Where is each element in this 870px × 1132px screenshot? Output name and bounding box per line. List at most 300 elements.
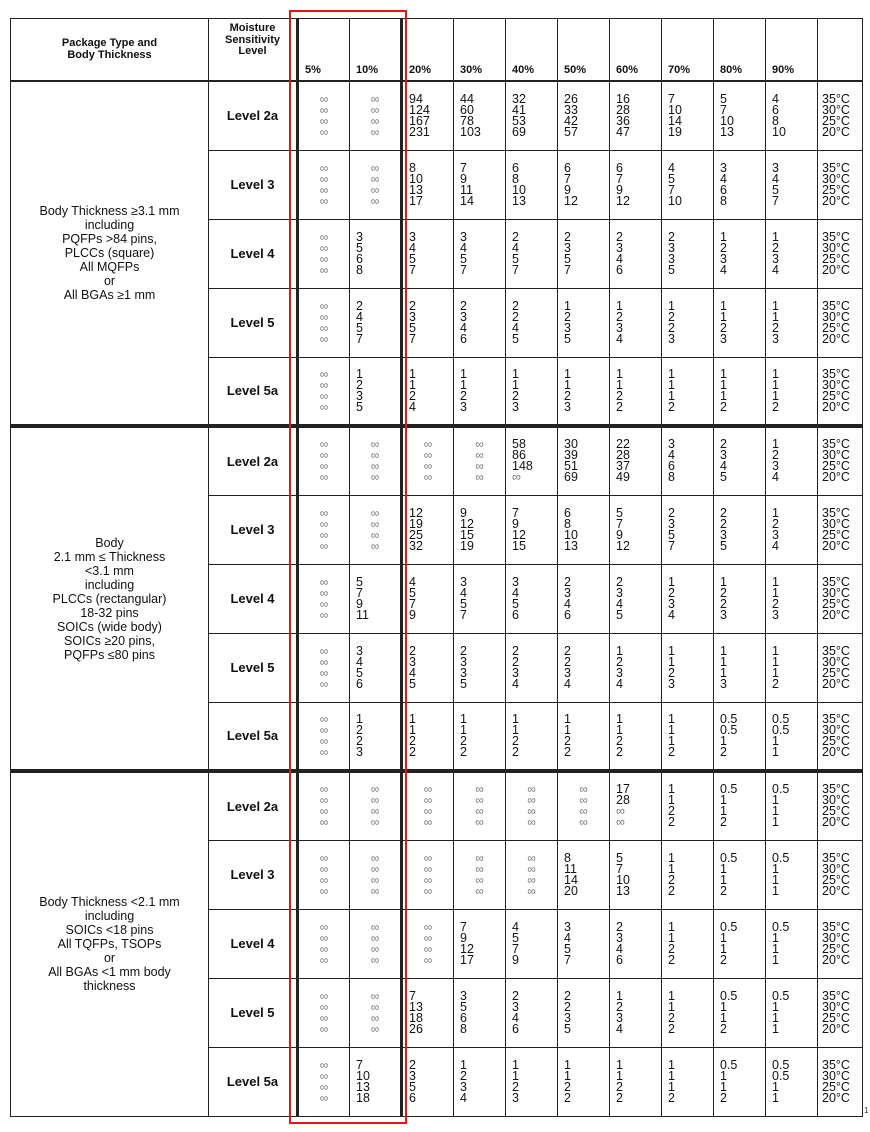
floor-life-value: 3: [720, 527, 727, 542]
floor-life-value: 4: [616, 1021, 623, 1036]
floor-life-cell: [298, 150, 350, 219]
infinity-value: ∞: [370, 527, 380, 542]
infinity-value: ∞: [423, 815, 433, 830]
floor-life-value: 7: [668, 182, 675, 197]
floor-life-cell: [558, 357, 610, 426]
msl-level-cell: Level 3: [209, 495, 298, 564]
floor-life-value: 1: [668, 1068, 675, 1083]
temperature-value: 35°C: [822, 298, 850, 313]
floor-life-value: 1: [720, 309, 727, 324]
floor-life-cell: [298, 426, 350, 495]
floor-life-cell: [714, 219, 766, 288]
floor-life-value: 3: [668, 240, 675, 255]
floor-life-value: 2: [772, 399, 779, 414]
floor-life-value: 4: [772, 538, 779, 553]
package-group: [11, 426, 863, 771]
floor-life-value: 9: [409, 607, 416, 622]
floor-life-value: 3: [720, 160, 727, 175]
floor-life-value: 1: [564, 377, 571, 392]
floor-life-value: 5: [720, 91, 727, 106]
floor-life-value: 7: [564, 262, 571, 277]
floor-life-cell: [506, 357, 558, 426]
infinity-value: ∞: [370, 1021, 380, 1036]
floor-life-cell: [662, 1047, 714, 1116]
floor-life-value: 4: [772, 262, 779, 277]
temperature-cell: [818, 978, 863, 1047]
floor-life-value: 1: [668, 654, 675, 669]
infinity-value: ∞: [319, 676, 329, 691]
floor-life-value: 1: [772, 930, 779, 945]
floor-life-value: 7: [460, 262, 467, 277]
floor-life-value: 2: [720, 320, 727, 335]
floor-life-value: 7: [409, 988, 416, 1003]
infinity-value: ∞: [319, 1068, 329, 1083]
floor-life-value: 7: [356, 585, 363, 600]
temperature-value: 35°C: [822, 437, 850, 452]
floor-life-value: 18: [409, 1010, 423, 1025]
floor-life-cell: [714, 564, 766, 633]
infinity-value: ∞: [319, 1010, 329, 1025]
floor-life-cell: [298, 771, 350, 840]
floor-life-cell: [298, 1047, 350, 1116]
floor-life-value: 28: [616, 102, 630, 117]
floor-life-value: 3: [668, 516, 675, 531]
floor-life-value: 9: [512, 516, 519, 531]
floor-life-cell: [298, 840, 350, 909]
floor-life-value: 1: [564, 366, 571, 381]
floor-life-value: 1: [720, 793, 727, 808]
temperature-cell: [818, 1047, 863, 1116]
infinity-value: ∞: [319, 804, 329, 819]
floor-life-value: 3: [460, 309, 467, 324]
infinity-value: ∞: [370, 113, 380, 128]
infinity-value: ∞: [319, 861, 329, 876]
temperature-value: 25°C: [822, 182, 850, 197]
floor-life-value: 1: [512, 1068, 519, 1083]
package-type-cell: [11, 81, 209, 426]
infinity-value: ∞: [579, 804, 588, 819]
temperature-value: 25°C: [822, 320, 850, 335]
infinity-value: ∞: [423, 459, 433, 474]
humidity-header-20: 20%: [402, 19, 454, 82]
floor-life-cell: [714, 909, 766, 978]
floor-life-value: 2: [616, 1079, 623, 1094]
temperature-cell: [818, 357, 863, 426]
floor-life-value: 3: [720, 607, 727, 622]
floor-life-value: 2: [409, 733, 416, 748]
floor-life-cell: [610, 288, 662, 357]
floor-life-value: 5: [409, 251, 416, 266]
floor-life-cell: [766, 357, 818, 426]
floor-life-value: 1: [668, 366, 675, 381]
infinity-value: ∞: [370, 919, 380, 934]
page-mark: 1: [864, 1106, 869, 1115]
infinity-value: ∞: [319, 171, 329, 186]
floor-life-value: 2: [564, 643, 571, 658]
floor-life-value: 6: [668, 459, 675, 474]
infinity-value: ∞: [475, 470, 484, 485]
floor-life-value: 2: [720, 240, 727, 255]
infinity-value: ∞: [527, 815, 536, 830]
package-description-line: or: [103, 951, 116, 966]
infinity-value: ∞: [319, 459, 329, 474]
floor-life-value: 2: [512, 229, 519, 244]
floor-life-cell: [766, 702, 818, 771]
package-type-cell: [11, 771, 209, 1116]
floor-life-value: 1: [772, 366, 779, 381]
floor-life-value: 2: [512, 643, 519, 658]
floor-life-value: 5: [356, 320, 363, 335]
temperature-value: 30°C: [822, 654, 850, 669]
floor-life-value: 3: [512, 574, 519, 589]
floor-life-value: 2: [460, 1068, 467, 1083]
floor-life-cell: [714, 771, 766, 840]
floor-life-value: 2: [772, 320, 779, 335]
floor-life-cell: [454, 219, 506, 288]
infinity-value: ∞: [370, 538, 380, 553]
floor-life-value: 3: [460, 229, 467, 244]
temperature-value: 30°C: [822, 861, 850, 876]
floor-life-cell: [610, 219, 662, 288]
temperature-cell: [818, 495, 863, 564]
floor-life-cell: [454, 702, 506, 771]
floor-life-value: 5: [356, 665, 363, 680]
floor-life-value: 7: [564, 171, 571, 186]
floor-life-cell: [454, 357, 506, 426]
floor-life-value: 3: [409, 654, 416, 669]
floor-life-cell: [662, 150, 714, 219]
infinity-value: ∞: [475, 459, 484, 474]
temperature-value: 35°C: [822, 850, 850, 865]
floor-life-value: 2: [616, 309, 623, 324]
floor-life-value: 1: [564, 1068, 571, 1083]
floor-life-value: 5: [409, 585, 416, 600]
floor-life-cell: [402, 1047, 454, 1116]
floor-life-cell: [402, 909, 454, 978]
temperature-value: 35°C: [822, 988, 850, 1003]
infinity-value: ∞: [319, 309, 329, 324]
floor-life-value: 4: [668, 160, 675, 175]
floor-life-value: 1: [772, 1079, 779, 1094]
temperature-value: 30°C: [822, 309, 850, 324]
temperature-value: 20°C: [822, 124, 850, 139]
floor-life-value: 3: [460, 654, 467, 669]
floor-life-cell: [402, 219, 454, 288]
floor-life-value: 1: [668, 722, 675, 737]
infinity-value: ∞: [319, 113, 329, 128]
floor-life-value: 7: [668, 538, 675, 553]
floor-life-value: 0.5: [772, 722, 790, 737]
floor-life-value: 14: [668, 113, 682, 128]
floor-life-value: 103: [460, 124, 481, 139]
floor-life-value: 13: [564, 538, 578, 553]
infinity-value: ∞: [370, 193, 380, 208]
package-group: [11, 771, 863, 1116]
temperature-cell: [818, 288, 863, 357]
floor-life-value: 1: [616, 1068, 623, 1083]
infinity-value: ∞: [370, 804, 380, 819]
infinity-value: ∞: [370, 988, 380, 1003]
floor-life-cell: [402, 564, 454, 633]
infinity-value: ∞: [319, 654, 329, 669]
floor-life-value: 2: [616, 229, 623, 244]
infinity-value: ∞: [319, 988, 329, 1003]
floor-life-cell: [662, 81, 714, 150]
floor-life-value: 4: [460, 320, 467, 335]
floor-life-value: 0.5: [772, 782, 790, 797]
package-description-line: All MQFPs: [79, 260, 140, 274]
floor-life-cell: [402, 426, 454, 495]
floor-life-value: 13: [409, 999, 423, 1014]
temperature-cell: [818, 702, 863, 771]
floor-life-cell: [714, 150, 766, 219]
floor-life-cell: [298, 633, 350, 702]
temperature-header: [818, 19, 863, 82]
floor-life-value: 1: [720, 388, 727, 403]
temperature-value: 30°C: [822, 448, 850, 463]
floor-life-value: 1: [772, 1090, 779, 1105]
floor-life-value: 10: [668, 193, 682, 208]
floor-life-value: 8: [564, 850, 571, 865]
floor-life-value: 7: [720, 102, 727, 117]
infinity-value: ∞: [370, 516, 380, 531]
floor-life-value: 4: [720, 459, 727, 474]
infinity-value: ∞: [319, 538, 329, 553]
msl-level-cell: Level 5a: [209, 702, 298, 771]
floor-life-value: 17: [460, 952, 474, 967]
floor-life-value: 1: [720, 1068, 727, 1083]
floor-life-value: 3: [616, 320, 623, 335]
floor-life-cell: [662, 909, 714, 978]
package-description-line: PLCCs (square): [64, 246, 155, 260]
floor-life-value: 19: [668, 124, 682, 139]
temperature-value: 25°C: [822, 733, 850, 748]
infinity-value: ∞: [370, 952, 380, 967]
floor-life-value: 4: [720, 262, 727, 277]
infinity-value: ∞: [319, 793, 329, 808]
floor-life-value: 2: [668, 665, 675, 680]
floor-life-value: 41: [512, 102, 526, 117]
package-type-header: Package Type and Body Thickness: [11, 19, 209, 82]
floor-life-value: 44: [460, 91, 474, 106]
floor-life-value: 1: [668, 1057, 675, 1072]
floor-life-value: 1: [564, 722, 571, 737]
floor-life-value: 6: [616, 952, 623, 967]
floor-life-value: 4: [772, 470, 779, 485]
floor-life-value: 2: [720, 1021, 727, 1036]
floor-life-value: 1: [772, 574, 779, 589]
floor-life-value: 25: [409, 527, 423, 542]
floor-life-cell: [766, 495, 818, 564]
floor-life-cell: [610, 702, 662, 771]
floor-life-cell: [350, 564, 402, 633]
floor-life-value: 3: [616, 1010, 623, 1025]
infinity-value: ∞: [370, 124, 380, 139]
floor-life-value: 2: [668, 229, 675, 244]
floor-life-cell: [506, 702, 558, 771]
temperature-value: 30°C: [822, 240, 850, 255]
infinity-value: ∞: [319, 320, 329, 335]
infinity-value: ∞: [319, 872, 329, 887]
floor-life-value: 1: [460, 711, 467, 726]
floor-life-value: 1: [460, 1057, 467, 1072]
floor-life-value: 1: [512, 711, 519, 726]
floor-life-value: 1: [409, 722, 416, 737]
infinity-value: ∞: [423, 448, 433, 463]
floor-life-value: 1: [720, 1010, 727, 1025]
floor-life-value: 4: [616, 676, 623, 691]
floor-life-value: 2: [512, 388, 519, 403]
floor-life-cell: [350, 771, 402, 840]
floor-life-value: 5: [772, 182, 779, 197]
floor-life-cell: [454, 771, 506, 840]
floor-life-value: 2: [668, 585, 675, 600]
msl-level-cell: Level 4: [209, 219, 298, 288]
floor-life-value: 28: [616, 448, 630, 463]
floor-life-cell: [714, 840, 766, 909]
infinity-value: ∞: [423, 930, 433, 945]
floor-life-cell: [558, 1047, 610, 1116]
floor-life-value: 10: [668, 102, 682, 117]
msl-level-cell: Level 4: [209, 909, 298, 978]
floor-life-cell: [766, 1047, 818, 1116]
floor-life-value: 1: [720, 229, 727, 244]
floor-life-cell: [662, 978, 714, 1047]
temperature-value: 35°C: [822, 229, 850, 244]
floor-life-value: 1: [668, 377, 675, 392]
floor-life-cell: [766, 81, 818, 150]
floor-life-value: 3: [772, 331, 779, 346]
floor-life-value: 1: [772, 804, 779, 819]
infinity-value: ∞: [319, 448, 329, 463]
floor-life-cell: [558, 978, 610, 1047]
floor-life-value: 2: [512, 654, 519, 669]
floor-life-cell: [766, 633, 818, 702]
floor-life-value: 2: [616, 744, 623, 759]
floor-life-cell: [506, 426, 558, 495]
temperature-value: 25°C: [822, 596, 850, 611]
floor-life-cell: [610, 978, 662, 1047]
floor-life-value: 7: [460, 607, 467, 622]
floor-life-value: 1: [668, 388, 675, 403]
floor-life-value: 124: [409, 102, 430, 117]
infinity-value: ∞: [423, 782, 433, 797]
floor-life-value: 6: [356, 676, 363, 691]
floor-life-cell: [350, 426, 402, 495]
package-type-cell: [11, 426, 209, 771]
floor-life-value: 1: [668, 574, 675, 589]
floor-life-value: 3: [720, 676, 727, 691]
floor-life-value: 1: [616, 377, 623, 392]
floor-life-value: 8: [564, 516, 571, 531]
infinity-value: ∞: [616, 815, 625, 830]
floor-life-value: 17: [616, 782, 630, 797]
floor-life-value: 69: [564, 470, 578, 485]
floor-life-cell: [558, 495, 610, 564]
floor-life-value: 2: [564, 999, 571, 1014]
floor-life-value: 19: [409, 516, 423, 531]
floor-life-value: 3: [564, 919, 571, 934]
floor-life-value: 10: [616, 872, 630, 887]
package-description-line: All TQFPs, TSOPs: [57, 937, 162, 952]
temperature-cell: [818, 840, 863, 909]
floor-life-value: 8: [720, 193, 727, 208]
infinity-value: ∞: [527, 883, 536, 898]
floor-life-value: 1: [512, 377, 519, 392]
floor-life-value: 3: [668, 676, 675, 691]
floor-life-value: 7: [409, 596, 416, 611]
floor-life-value: 3: [564, 399, 571, 414]
floor-life-value: 10: [409, 171, 423, 186]
floor-life-value: 6: [616, 160, 623, 175]
floor-life-cell: [766, 909, 818, 978]
floor-life-value: 2: [460, 643, 467, 658]
floor-life-value: 2: [720, 952, 727, 967]
floor-life-cell: [506, 81, 558, 150]
floor-life-value: 1: [512, 366, 519, 381]
floor-life-value: 7: [564, 952, 571, 967]
infinity-value: ∞: [423, 872, 433, 887]
floor-life-cell: [350, 978, 402, 1047]
floor-life-cell: [662, 219, 714, 288]
package-group: [11, 81, 863, 426]
floor-life-cell: [402, 633, 454, 702]
floor-life-value: 2: [616, 388, 623, 403]
floor-life-value: 2: [668, 1010, 675, 1025]
temperature-value: 35°C: [822, 505, 850, 520]
floor-life-cell: [402, 357, 454, 426]
infinity-value: ∞: [319, 733, 329, 748]
temperature-value: 20°C: [822, 952, 850, 967]
temperature-value: 30°C: [822, 516, 850, 531]
floor-life-value: 13: [356, 1079, 370, 1094]
temperature-value: 35°C: [822, 160, 850, 175]
infinity-value: ∞: [370, 861, 380, 876]
floor-life-value: 3: [616, 240, 623, 255]
floor-life-value: 30: [564, 437, 578, 452]
infinity-value: ∞: [370, 459, 380, 474]
floor-life-value: 9: [460, 505, 467, 520]
floor-life-value: 1: [772, 861, 779, 876]
floor-life-value: 2: [772, 448, 779, 463]
floor-life-value: 7: [616, 861, 623, 876]
floor-life-value: 1: [772, 388, 779, 403]
floor-life-value: 3: [668, 596, 675, 611]
package-description-line: 2.1 mm ≤ Thickness: [53, 549, 166, 564]
floor-life-value: 6: [772, 102, 779, 117]
floor-life-value: 1: [668, 298, 675, 313]
infinity-value: ∞: [423, 850, 433, 865]
floor-life-cell: [662, 288, 714, 357]
floor-life-value: 4: [772, 91, 779, 106]
infinity-value: ∞: [370, 883, 380, 898]
floor-life-cell: [454, 150, 506, 219]
floor-life-cell: [766, 978, 818, 1047]
floor-life-value: 2: [720, 744, 727, 759]
temperature-value: 35°C: [822, 1057, 850, 1072]
temperature-value: 20°C: [822, 744, 850, 759]
temperature-value: 20°C: [822, 470, 850, 485]
floor-life-value: 37: [616, 459, 630, 474]
humidity-header-90: 90%: [766, 19, 818, 82]
temperature-value: 25°C: [822, 1010, 850, 1025]
floor-life-value: 1: [772, 505, 779, 520]
floor-life-value: 4: [512, 1010, 519, 1025]
floor-life-cell: [454, 81, 506, 150]
floor-life-value: 1: [772, 941, 779, 956]
floor-life-value: 1: [460, 377, 467, 392]
floor-life-value: 2: [409, 298, 416, 313]
